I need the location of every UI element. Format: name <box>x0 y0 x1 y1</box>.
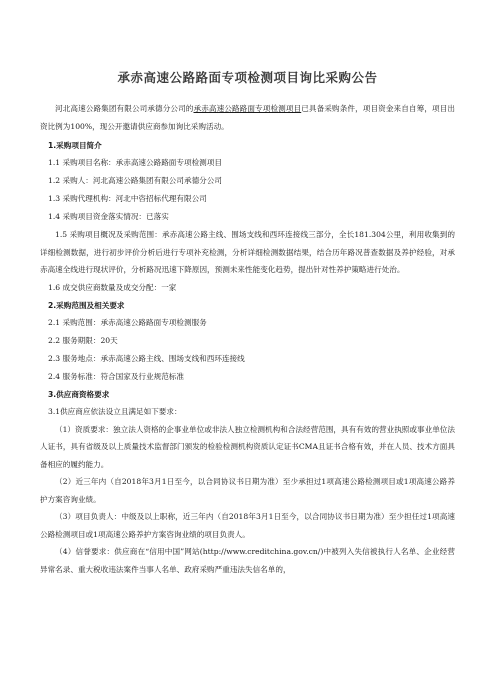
intro-text-before: 河北高速公路集团有限公司承德分公司的 <box>55 104 194 113</box>
page-title: 承赤高速公路路面专项检测项目询比采购公告 <box>117 70 378 85</box>
item-1-3: 1.3 采购代理机构：河北中咨招标代理有限公司 <box>48 194 207 203</box>
project-name-link: 承赤高速公路路面专项检测项目 <box>193 104 302 113</box>
item-2-4: 2.4 服务标准：符合国家及行业规范标准 <box>48 371 184 381</box>
item-1-2: 1.2 采购人：河北高速公路集团有限公司承德分公司 <box>48 176 222 185</box>
item-1-1: 1.1 采购项目名称：承赤高速公路路面专项检测项目 <box>48 158 222 167</box>
requirement-3: （3）项目负责人：中级及以上职称，近三年内（自2018年3月1日至今，以合同协议书日期为准）至少担任过1项高速公路检测项目或1项高速公路养护方案咨询业绩的项目负责人。 <box>40 512 455 539</box>
item-1-5: 1.5 采购项目概况及采购范围：承赤高速公路主线、围场支线和西环连接线三部分，全长181.304公里，利用收集到的详细检测数据，进行初步评价分析后进行专项补充检测，分析详细检测数据结果，结合历年路况普查数据及养护经验，对承赤高速全线进行现状评价，分析路况迅速下降原因，预测未来性能变化趋势，提出针对性养护策略进行处治。 <box>40 230 455 274</box>
intro-paragraph <box>40 100 455 135</box>
section-1-heading: 1.采购项目简介 <box>48 141 102 150</box>
intro-text-after: 已具备采购条件，项目资金来自自筹，项目出资比例为100%，现公开邀请供应商参加询比采购活动。 <box>40 104 456 131</box>
requirement-1: （1）资质要求：独立法人资格的企事业单位或非法人独立检测机构和合法经营范围，具有有效的营业执照或事业单位法人证书，具有省级及以上质量技术监督部门颁发的检验检测机构资质认定证书CMA且证书合格有效，并在人员、技术方面具备相应的履约能力。 <box>40 424 455 469</box>
section-2-heading: 2.采购范围及相关要求 <box>48 300 125 310</box>
item-2-3: 2.3 服务地点：承赤高速公路主线、围场支线和西环连接线 <box>48 353 245 363</box>
item-3-1: 3.1供应商应依法设立且满足如下要求： <box>48 406 182 416</box>
item-2-1: 2.1 采购范围：承赤高速公路路面专项检测服务 <box>48 317 207 327</box>
section-3-heading: 3.供应商资格要求 <box>48 389 110 399</box>
item-2-2: 2.2 服务期限：20天 <box>48 335 118 345</box>
item-1-6: 1.6 成交供应商数量及成交分配：一家 <box>48 282 177 292</box>
requirement-4: （4）信誉要求：供应商在“信用中国”网站(http://www.creditchina.gov.cn/)中被列入失信被执行人名单、企业经营异常名录、重大税收违法案件当事人名单、政府采购严重违法失信名单的， <box>40 547 455 574</box>
requirement-2: （2）近三年内（自2018年3月1日至今，以合同协议书日期为准）至少承担过1项高速公路检测项目或1项高速公路养护方案咨询业绩。 <box>40 477 455 504</box>
item-1-4: 1.4 采购项目资金落实情况：已落实 <box>48 212 169 221</box>
